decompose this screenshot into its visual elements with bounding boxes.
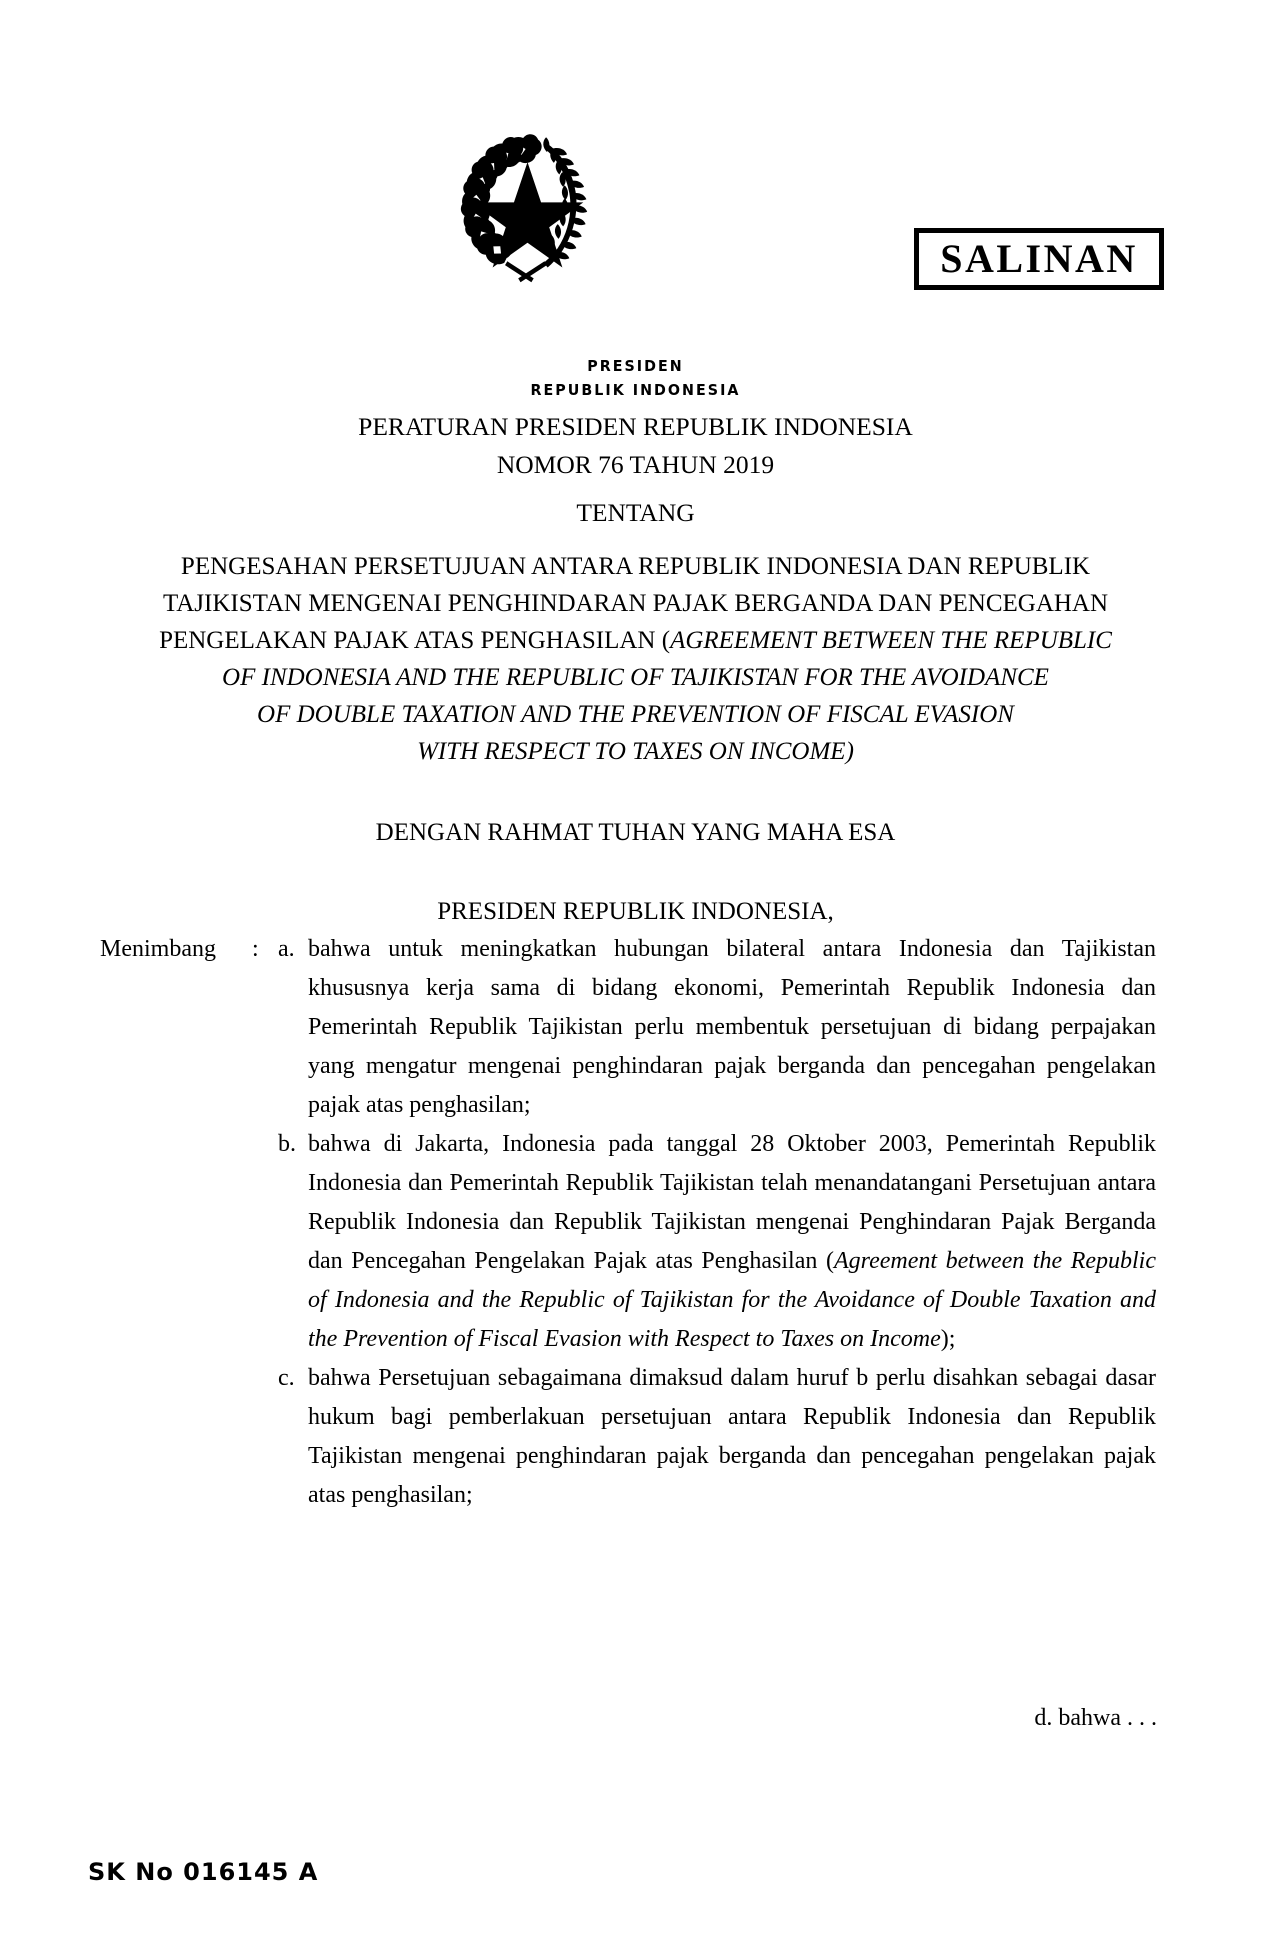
consideration-item-a [278, 930, 1156, 1125]
page-continuation-marker: d. bahwa . . . [1034, 1705, 1157, 1731]
regulation-type-line: PERATURAN PRESIDEN REPUBLIK INDONESIA [358, 412, 913, 441]
consideration-text-c: bahwa Persetujuan sebagaimana dimaksud dalam huruf b perlu disahkan sebagai dasar hukum bagi pemberlakuan persetujuan antara Republik Indonesia dan Republik Tajikistan mengenai penghindaran pajak berganda dan pencegahan pengelakan pajak atas penghasilan; [308, 1365, 1156, 1508]
institution-line-republik-indonesia: REPUBLIK INDONESIA [530, 381, 741, 399]
garuda-star-emblem-icon [450, 128, 605, 283]
title-line-6: WITH RESPECT TO TAXES ON INCOME) [417, 738, 854, 765]
title-line-5: OF DOUBLE TAXATION AND THE PREVENTION OF FISCAL EVASION [257, 701, 1014, 728]
title-line-3-plain: PENGELAKAN PAJAK ATAS PENGHASILAN ( [159, 627, 671, 654]
title-line-3 [0, 622, 1271, 659]
consideration-text-a: bahwa untuk meningkatkan hubungan bilateral antara Indonesia dan Tajikistan khususnya kerja sama di bidang ekonomi, Pemerintah Republik Indonesia dan Pemerintah Republik Tajikistan perlu membentuk persetujuan di bidang perpajakan yang mengatur mengenai penghindaran pajak berganda dan pencegahan pengelakan pajak atas penghasilan; [308, 936, 1156, 1118]
regulation-number-line: NOMOR 76 TAHUN 2019 [496, 450, 775, 479]
document-header [0, 0, 1271, 350]
invocation-line: DENGAN RAHMAT TUHAN YANG MAHA ESA [375, 819, 896, 846]
regulation-subject-title [0, 548, 1271, 770]
title-line-3-italic: AGREEMENT BETWEEN THE REPUBLIC [670, 627, 1112, 654]
about-label: TENTANG [576, 498, 695, 527]
consideration-marker-c: c. [278, 1365, 295, 1391]
considerations-list [278, 930, 1271, 1515]
salinan-stamp [914, 228, 1164, 290]
signatory-title-line: PRESIDEN REPUBLIK INDONESIA, [437, 898, 834, 925]
consideration-marker-b: b. [278, 1131, 296, 1157]
salinan-stamp-label: SALINAN [940, 236, 1138, 281]
title-line-4: OF INDONESIA AND THE REPUBLIC OF TAJIKISTAN FOR THE AVOIDANCE [222, 664, 1049, 691]
considerations-section [0, 930, 1271, 1515]
consideration-item-c [278, 1359, 1156, 1515]
title-line-2: TAJIKISTAN MENGENAI PENGHINDARAN PAJAK BERGANDA DAN PENCEGAHAN [162, 590, 1109, 617]
institution-line-presiden: PRESIDEN [587, 357, 684, 375]
consideration-text-b [308, 1125, 1156, 1359]
consideration-b-plain-after: ); [940, 1326, 956, 1352]
considerations-colon: : [252, 936, 259, 962]
consideration-b-italic-title: Agreement between the Republic of Indonesia and the Republic of Tajikistan for the Avoidance of Double Taxation and the Prevention of Fiscal Evasion with Respect to Taxes on Income [308, 1248, 1156, 1352]
considerations-label: Menimbang [100, 936, 216, 962]
document-title-block [0, 408, 1271, 930]
consideration-marker-a: a. [278, 936, 295, 962]
institution-heading [0, 354, 1271, 402]
consideration-item-b [278, 1125, 1156, 1359]
title-line-1: PENGESAHAN PERSETUJUAN ANTARA REPUBLIK INDONESIA DAN REPUBLIK [180, 553, 1091, 580]
consideration-b-plain-before: bahwa di Jakarta, Indonesia pada tanggal 28 Oktober 2003, Pemerintah Republik Indonesia dan Pemerintah Republik Tajikistan telah menandatangani Persetujuan antara Republik Indonesia dan Republik Tajikistan mengenai Penghindaran Pajak Berganda dan Pencegahan Pengelakan Pajak atas Penghasilan ( [308, 1131, 1156, 1274]
document-footer-code: SK No 016145 A [88, 1858, 319, 1886]
